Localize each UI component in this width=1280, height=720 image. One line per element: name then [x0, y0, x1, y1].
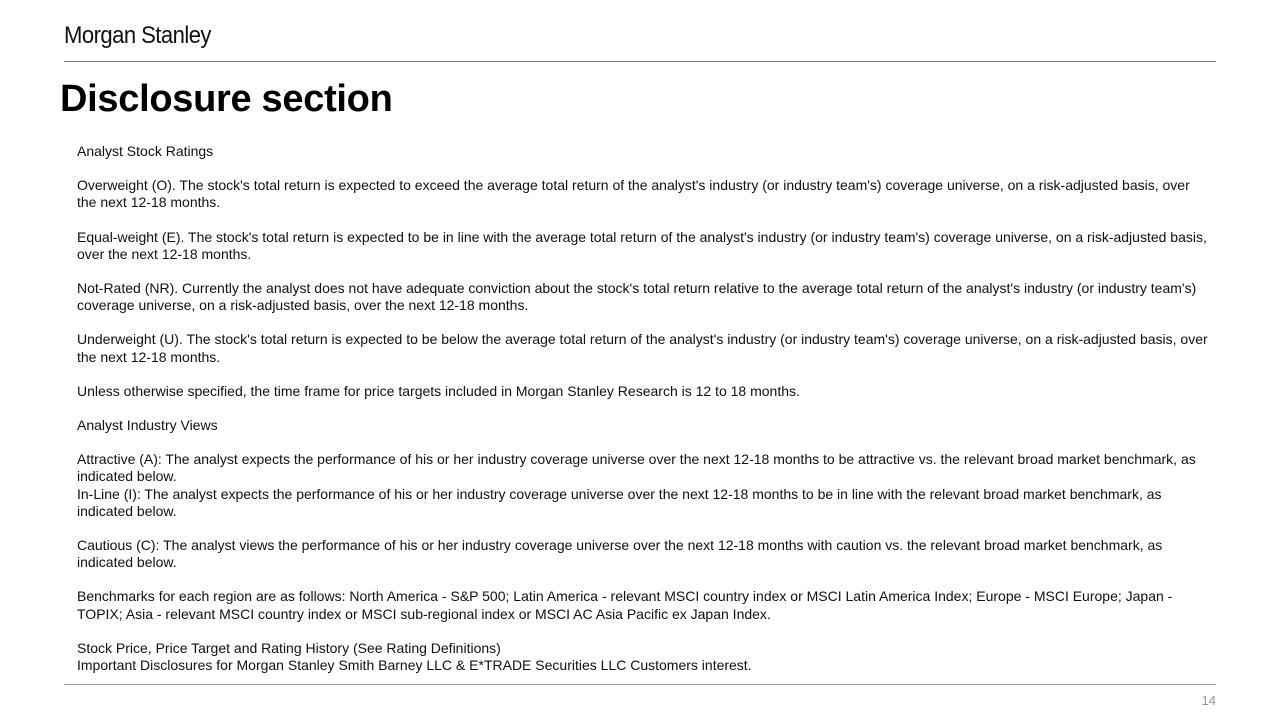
attractive-definition: Attractive (A): The analyst expects the performance of his or her industry coverage universe over the next 12-18 months to be attractive vs. the relevant broad market benchmark, as indicated below.: [77, 451, 1196, 485]
equal-weight-definition: Equal-weight (E). The stock's total return is expected to be in line with the average total return of the analyst's industry (or industry team's) coverage universe, on a risk-adjusted basis, over the next 12-18 months.: [77, 228, 1207, 262]
ratings-heading: Analyst Stock Ratings: [77, 143, 214, 159]
benchmarks-note: Benchmarks for each region are as follows: North America - S&P 500; Latin America - relevant MSCI country index or MSCI Latin America Index; Europe - MSCI Europe; Japan - TOPIX; Asia - relevant MSCI country index or MSCI sub-regional index or MSCI AC Asia Pacific ex Japan Index.: [77, 588, 1173, 622]
cautious-definition: Cautious (C): The analyst views the performance of his or her industry coverage universe over the next 12-18 months with caution vs. the relevant broad market benchmark, as indicated below.: [77, 537, 1163, 571]
important-disclosures-note: Important Disclosures for Morgan Stanley Smith Barney LLC & E*TRADE Securities LLC Customers interest.: [77, 657, 752, 674]
price-history-link: Stock Price, Price Target and Rating History (See Rating Definitions): [77, 639, 501, 656]
header-divider: [64, 61, 1216, 62]
footer-divider: [64, 684, 1216, 685]
overweight-definition: Overweight (O). The stock's total return is expected to exceed the average total return of the analyst's industry (or industry team's) coverage universe, on a risk-adjusted basis, over the next 12-18 months.: [77, 177, 1190, 211]
not-rated-definition: Not-Rated (NR). Currently the analyst does not have adequate conviction about the stock's total return relative to the average total return of the analyst's industry (or industry team's) coverage universe, on a risk-adjusted basis, over the next 12-18 months.: [77, 280, 1197, 314]
time-frame-note: Unless otherwise specified, the time frame for price targets included in Morgan Stanley Research is 12 to 18 months.: [77, 382, 800, 399]
page-title: Disclosure section: [60, 78, 393, 120]
page-number: 14: [1201, 693, 1216, 708]
in-line-definition: In-Line (I): The analyst expects the performance of his or her industry coverage universe over the next 12-18 months to be in line with the relevant broad market benchmark, as indicated below.: [77, 485, 1162, 519]
underweight-definition: Underweight (U). The stock's total return is expected to be below the average total return of the analyst's industry (or industry team's) coverage universe, on a risk-adjusted basis, over the next 12-18 months.: [77, 331, 1208, 365]
disclosure-body: [77, 143, 1212, 674]
morgan-stanley-logo: Morgan Stanley: [64, 22, 211, 49]
industry-views-heading: Analyst Industry Views: [77, 417, 218, 434]
